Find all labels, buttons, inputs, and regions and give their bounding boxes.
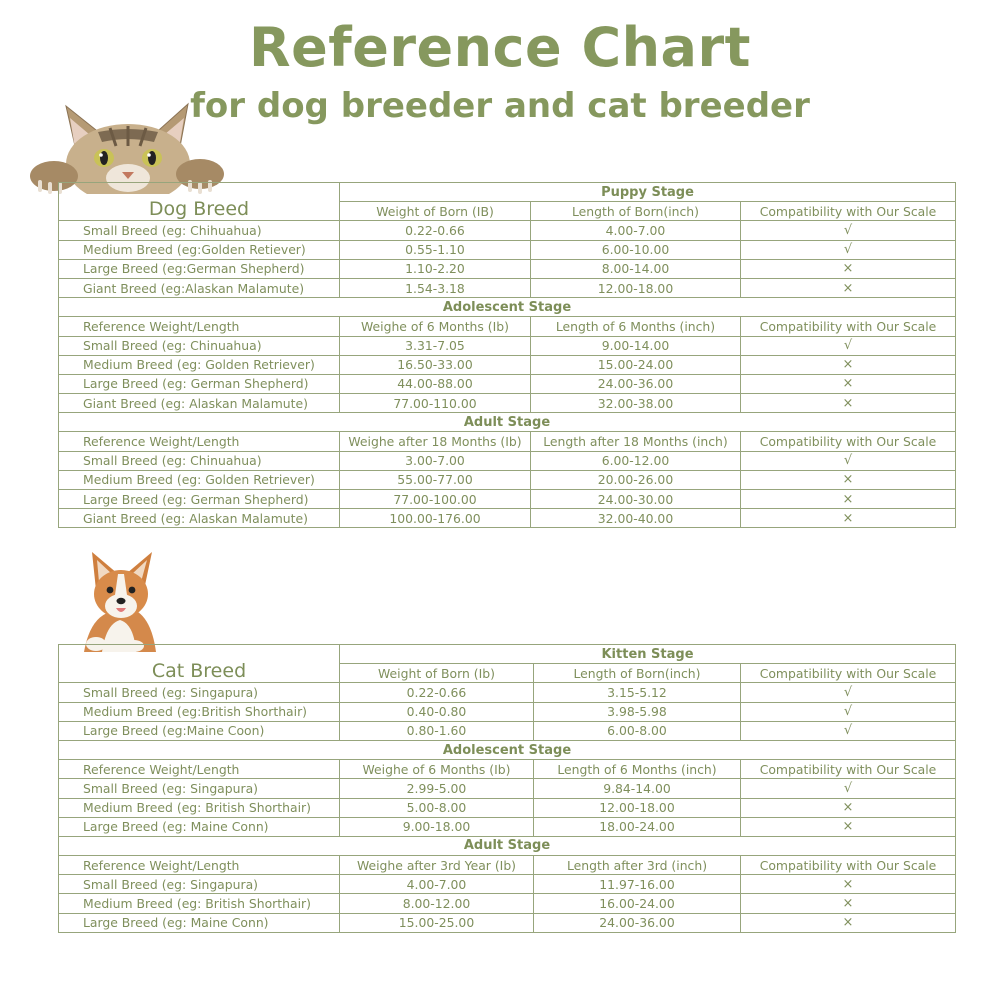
weight-cell: 0.55-1.10: [340, 240, 531, 259]
column-header: Weight of Born (IB): [340, 202, 531, 221]
page-title: Reference Chart: [249, 16, 751, 79]
compatibility-cell: ×: [741, 278, 956, 297]
breed-name-cell: Small Breed (eg: Chinuahua): [59, 451, 340, 470]
column-header: Compatibility with Our Scale: [741, 856, 956, 875]
column-header: Weighe after 18 Months (Ib): [340, 432, 531, 451]
breed-corner-label: Cat Breed: [59, 645, 340, 683]
compatibility-cell: ×: [741, 817, 956, 836]
breed-name-cell: Small Breed (eg: Singapura): [59, 779, 340, 798]
column-header: Reference Weight/Length: [59, 760, 340, 779]
column-header: Reference Weight/Length: [59, 317, 340, 336]
table-row: [59, 721, 956, 740]
dog-breed-table: [58, 182, 956, 528]
compatibility-cell: ×: [741, 875, 956, 894]
length-cell: 32.00-38.00: [531, 394, 741, 413]
column-header: Compatibility with Our Scale: [741, 317, 956, 336]
compatibility-cell: ×: [741, 894, 956, 913]
breed-name-cell: Small Breed (eg: Singapura): [59, 683, 340, 702]
compatibility-cell: ×: [741, 470, 956, 489]
stage-title-row: [59, 183, 956, 202]
weight-cell: 4.00-7.00: [340, 875, 534, 894]
compatibility-cell: ×: [741, 355, 956, 374]
breed-name-cell: Large Breed (eg: Maine Conn): [59, 913, 340, 932]
stage-title-row: [59, 740, 956, 759]
weight-cell: 5.00-8.00: [340, 798, 534, 817]
table-row: [59, 336, 956, 355]
table-row: [59, 817, 956, 836]
weight-cell: 0.22-0.66: [340, 683, 534, 702]
column-header: Reference Weight/Length: [59, 856, 340, 875]
breed-name-cell: Medium Breed (eg:Golden Retiever): [59, 240, 340, 259]
length-cell: 6.00-8.00: [534, 721, 741, 740]
length-cell: 6.00-10.00: [531, 240, 741, 259]
compatibility-cell: ×: [741, 798, 956, 817]
stage-title: Adult Stage: [59, 836, 956, 855]
table-row: [59, 221, 956, 240]
breed-name-cell: Large Breed (eg: Maine Conn): [59, 817, 340, 836]
compatibility-cell: ×: [741, 394, 956, 413]
stage-title: Adolescent Stage: [59, 298, 956, 317]
breed-name-cell: Medium Breed (eg: Golden Retriever): [59, 355, 340, 374]
table-row: [59, 490, 956, 509]
breed-name-cell: Medium Breed (eg:British Shorthair): [59, 702, 340, 721]
length-cell: 8.00-14.00: [531, 259, 741, 278]
column-header: Length of Born(inch): [531, 202, 741, 221]
length-cell: 9.84-14.00: [534, 779, 741, 798]
compatibility-cell: ×: [741, 913, 956, 932]
length-cell: 12.00-18.00: [531, 278, 741, 297]
weight-cell: 77.00-110.00: [340, 394, 531, 413]
breed-name-cell: Small Breed (eg: Singapura): [59, 875, 340, 894]
table-row: [59, 451, 956, 470]
table-row: [59, 798, 956, 817]
breed-corner-label: Dog Breed: [59, 183, 340, 221]
weight-cell: 9.00-18.00: [340, 817, 534, 836]
table-row: [59, 875, 956, 894]
length-cell: 6.00-12.00: [531, 451, 741, 470]
table-row: [59, 278, 956, 297]
compatibility-cell: √: [741, 683, 956, 702]
breed-name-cell: Medium Breed (eg: British Shorthair): [59, 894, 340, 913]
stage-title-row: [59, 645, 956, 664]
length-cell: 32.00-40.00: [531, 509, 741, 528]
compatibility-cell: √: [741, 451, 956, 470]
compatibility-cell: √: [741, 240, 956, 259]
column-header: Compatibility with Our Scale: [741, 432, 956, 451]
breed-name-cell: Giant Breed (eg: Alaskan Malamute): [59, 509, 340, 528]
breed-name-cell: Medium Breed (eg: Golden Retriever): [59, 470, 340, 489]
length-cell: 24.00-36.00: [534, 913, 741, 932]
weight-cell: 0.80-1.60: [340, 721, 534, 740]
breed-name-cell: Giant Breed (eg:Alaskan Malamute): [59, 278, 340, 297]
table-row: [59, 240, 956, 259]
weight-cell: 3.31-7.05: [340, 336, 531, 355]
compatibility-cell: √: [741, 721, 956, 740]
weight-cell: 1.54-3.18: [340, 278, 531, 297]
stage-title-row: [59, 298, 956, 317]
weight-cell: 100.00-176.00: [340, 509, 531, 528]
table-row: [59, 470, 956, 489]
table-row: [59, 913, 956, 932]
table-row: [59, 259, 956, 278]
length-cell: 24.00-36.00: [531, 374, 741, 393]
weight-cell: 44.00-88.00: [340, 374, 531, 393]
cat-breed-table: [58, 644, 956, 933]
weight-cell: 16.50-33.00: [340, 355, 531, 374]
column-header: Weighe of 6 Months (Ib): [340, 760, 534, 779]
length-cell: 4.00-7.00: [531, 221, 741, 240]
length-cell: 24.00-30.00: [531, 490, 741, 509]
column-header: Compatibility with Our Scale: [741, 760, 956, 779]
weight-cell: 55.00-77.00: [340, 470, 531, 489]
length-cell: 15.00-24.00: [531, 355, 741, 374]
breed-name-cell: Large Breed (eg:German Shepherd): [59, 259, 340, 278]
breed-name-cell: Small Breed (eg: Chihuahua): [59, 221, 340, 240]
stage-title: Kitten Stage: [340, 645, 956, 664]
breed-name-cell: Giant Breed (eg: Alaskan Malamute): [59, 394, 340, 413]
compatibility-cell: ×: [741, 374, 956, 393]
column-header: Compatibility with Our Scale: [741, 202, 956, 221]
weight-cell: 77.00-100.00: [340, 490, 531, 509]
length-cell: 3.98-5.98: [534, 702, 741, 721]
stage-title-row: [59, 413, 956, 432]
table-row: [59, 702, 956, 721]
column-header: Length after 3rd (inch): [534, 856, 741, 875]
weight-cell: 0.40-0.80: [340, 702, 534, 721]
length-cell: 20.00-26.00: [531, 470, 741, 489]
table-row: [59, 509, 956, 528]
column-header: Weighe after 3rd Year (Ib): [340, 856, 534, 875]
column-header: Length of Born(inch): [534, 664, 741, 683]
weight-cell: 8.00-12.00: [340, 894, 534, 913]
compatibility-cell: √: [741, 779, 956, 798]
breed-name-cell: Small Breed (eg: Chinuahua): [59, 336, 340, 355]
compatibility-cell: √: [741, 221, 956, 240]
compatibility-cell: √: [741, 336, 956, 355]
column-header-row: [59, 760, 956, 779]
column-header: Length of 6 Months (inch): [534, 760, 741, 779]
dog-illustration: [74, 548, 166, 652]
breed-name-cell: Large Breed (eg:Maine Coon): [59, 721, 340, 740]
column-header: Length after 18 Months (inch): [531, 432, 741, 451]
length-cell: 9.00-14.00: [531, 336, 741, 355]
column-header-row: [59, 432, 956, 451]
column-header: Length of 6 Months (inch): [531, 317, 741, 336]
stage-title: Adolescent Stage: [59, 740, 956, 759]
weight-cell: 3.00-7.00: [340, 451, 531, 470]
page-subtitle: for dog breeder and cat breeder: [190, 86, 810, 126]
column-header: Weighe of 6 Months (Ib): [340, 317, 531, 336]
dog-head: [92, 552, 152, 618]
length-cell: 12.00-18.00: [534, 798, 741, 817]
weight-cell: 0.22-0.66: [340, 221, 531, 240]
stage-title: Adult Stage: [59, 413, 956, 432]
table-row: [59, 355, 956, 374]
length-cell: 18.00-24.00: [534, 817, 741, 836]
cat-head: [66, 104, 190, 194]
table-row: [59, 683, 956, 702]
compatibility-cell: √: [741, 702, 956, 721]
weight-cell: 2.99-5.00: [340, 779, 534, 798]
breed-name-cell: Large Breed (eg: German Shepherd): [59, 374, 340, 393]
table-row: [59, 394, 956, 413]
stage-title-row: [59, 836, 956, 855]
table-row: [59, 374, 956, 393]
table-row: [59, 894, 956, 913]
length-cell: 16.00-24.00: [534, 894, 741, 913]
compatibility-cell: ×: [741, 259, 956, 278]
cat-illustration: [28, 98, 228, 194]
column-header: Compatibility with Our Scale: [741, 664, 956, 683]
compatibility-cell: ×: [741, 509, 956, 528]
weight-cell: 1.10-2.20: [340, 259, 531, 278]
column-header: Reference Weight/Length: [59, 432, 340, 451]
length-cell: 11.97-16.00: [534, 875, 741, 894]
column-header-row: [59, 856, 956, 875]
breed-name-cell: Medium Breed (eg: British Shorthair): [59, 798, 340, 817]
stage-title: Puppy Stage: [340, 183, 956, 202]
length-cell: 3.15-5.12: [534, 683, 741, 702]
column-header: Weight of Born (Ib): [340, 664, 534, 683]
table-row: [59, 779, 956, 798]
breed-name-cell: Large Breed (eg: German Shepherd): [59, 490, 340, 509]
weight-cell: 15.00-25.00: [340, 913, 534, 932]
compatibility-cell: ×: [741, 490, 956, 509]
column-header-row: [59, 317, 956, 336]
